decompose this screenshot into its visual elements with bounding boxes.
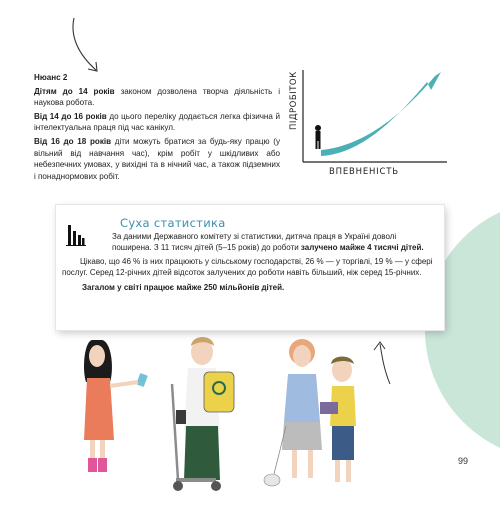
nuance-paragraph-2 (34, 111, 280, 134)
page-number: 99 (458, 456, 469, 466)
nuance-p2-text: до цього переліку додається легка фізична й інтелектуальна праця під час канікул. (34, 111, 280, 133)
statistics-box (56, 205, 444, 330)
stat-paragraph-3: Загалом у світі працює майже 250 мільйонів дітей. (82, 283, 285, 293)
growth-curve-arrow (321, 72, 441, 156)
stat-paragraph-1 (112, 231, 438, 254)
nuance-paragraph-3 (34, 136, 280, 182)
decorative-arrow-icon (60, 16, 110, 76)
nuance-p1-text: законом дозволена творча діяльність і наукова робота. (34, 86, 280, 108)
girl-with-dog-figure (264, 339, 322, 486)
stat-p1-bold: залучено майже 4 тисячі дітей. (300, 243, 424, 253)
confidence-income-chart (285, 62, 455, 182)
nuance-paragraph-1 (34, 86, 280, 109)
nuance-p2-bold: Від 14 до 16 років (34, 111, 107, 121)
nuance-p3-text: діти можуть братися за будь-яку працю (у вільний від навчання час), крім робіт у шкідливих або небезпечних умовах, у вихідні та в нічний час, а також підземних і понаднормових робіт. (34, 136, 280, 181)
boy-with-backpack-figure (172, 337, 234, 491)
nuance-p1-bold: Дітям до 14 років (34, 86, 115, 96)
small-girl-figure (320, 357, 356, 483)
statistics-body (62, 231, 438, 295)
girl-with-phone-figure (84, 340, 148, 472)
stat-p1-text: За даними Державного комітету зі статистики, дитяча праця в Україні доволі поширена. З 11 тисяч дітей (5–15 років) до роботи (112, 232, 397, 253)
nuance-p3-bold: Від 16 до 18 років (34, 136, 112, 146)
children-illustration (80, 330, 380, 500)
person-figure (315, 125, 321, 149)
stat-paragraph-2: Цікаво, що 46 % із них працюють у сільському господарстві, 26 % — у торгівлі, 19 % — у сфері послуг. Серед 12-річних дітей відсоток залучених до роботи навіть більший, ніж серед 15-річних. (62, 256, 433, 277)
nuance-heading: Нюанс 2 (34, 73, 68, 82)
statistics-title: Суха статистика (120, 216, 226, 230)
chart-x-label: ВПЕВНЕНІСТЬ (329, 167, 399, 177)
nuance-block (34, 72, 280, 184)
chart-y-label: ПІДРОБІТОК (289, 71, 299, 130)
